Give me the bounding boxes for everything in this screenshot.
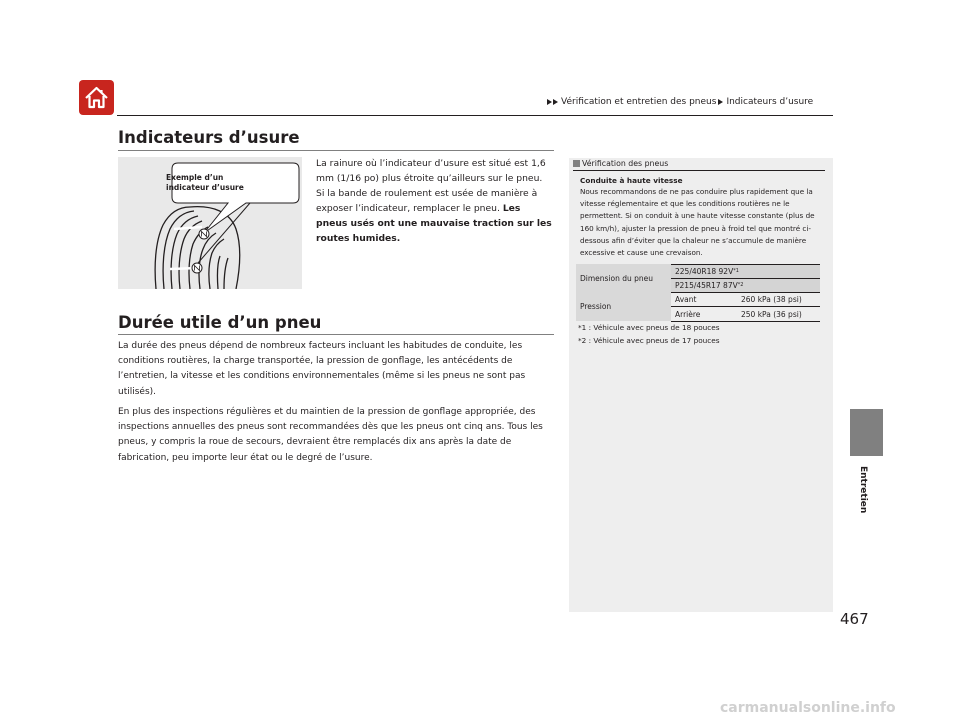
note-marker-icon xyxy=(573,160,580,167)
wear-warning-text: Les pneus usés ont une mauvaise traction sur les routes humides. xyxy=(316,203,552,244)
table-cell-dimension-17: P215/45R17 87V *2 xyxy=(671,278,820,292)
footnote-17-inch: *2 : Véhicule avec pneus de 17 pouces xyxy=(578,336,720,345)
footnote-18-inch: *1 : Véhicule avec pneus de 18 pouces xyxy=(578,323,720,332)
wear-indicator-paragraph: La rainure où l’indicateur d’usure est situé est 1,6 mm (1/16 po) plus étroite qu’ailleurs sur le pneu. Si la bande de roulement est usée de manière à exposer l’indicateur, remplacer le pneu. Les pneus usés ont une mauvaise traction sur les routes humides. xyxy=(316,158,552,244)
table-label-dimension: Dimension du pneu xyxy=(576,264,671,292)
home-button[interactable] xyxy=(79,80,114,115)
section-divider xyxy=(118,334,554,335)
table-rule xyxy=(671,264,820,265)
table-cell-front-value: 260 kPa (38 psi) xyxy=(741,294,802,304)
figure-caption: Exemple d’un indicateur d’usure xyxy=(166,173,244,192)
breadcrumb-item-tires[interactable]: Vérification et entretien des pneus xyxy=(561,97,717,107)
table-cell-rear-label: Arrière xyxy=(675,309,701,319)
tire-life-paragraph-1: La durée des pneus dépend de nombreux facteurs incluant les habitudes de conduite, les conditions routières, la charge transportée, la pression de gonflage, les antécédents de l’entretien, la vitesse et les conditions environnementales (même si les pneus ne sont pas utilisés). xyxy=(118,341,526,397)
breadcrumb-arrow-icon xyxy=(547,99,559,105)
table-rule xyxy=(671,306,820,307)
breadcrumb-item-wear-indicators[interactable]: Indicateurs d’usure xyxy=(726,97,814,107)
table-rule xyxy=(671,292,820,293)
page-number: 467 xyxy=(840,610,869,628)
side-note-title: Vérification des pneus xyxy=(573,159,668,168)
chapter-tab-marker[interactable] xyxy=(850,409,883,456)
side-note-divider xyxy=(573,170,825,171)
table-label-pressure: Pression xyxy=(576,292,671,321)
breadcrumb-arrow-icon xyxy=(718,99,724,105)
tire-life-paragraph-2: En plus des inspections régulières et du maintien de la pression de gonflage appropriée, des inspections annuelles des pneus sont recommandées dès que les pneus ont cinq ans. Tous les pneus, y compris la roue de secours, devraient être remplacés dix ans après la date de fabrication, peu importe leur état ou le degré de l’usure. xyxy=(118,407,543,463)
side-note-body: Nous recommandons de ne pas conduire plus rapidement que la vitesse réglementaire et que les conditions routières ne le permettent. Si on conduit à une haute vitesse constante (plus de 160 km/h), ajuster la pression de pneu à froid tel que montré ci-dessous afin d’éviter que la chaleur ne s’accumule de manière excessive et cause une crevaison. xyxy=(580,187,815,258)
home-icon xyxy=(83,84,110,111)
section-divider xyxy=(118,150,554,151)
section-title-wear-indicators: Indicateurs d’usure xyxy=(118,128,300,147)
table-cell-front-label: Avant xyxy=(675,294,697,304)
chapter-tab-label: Entretien xyxy=(858,466,868,514)
side-note-subtitle: Conduite à haute vitesse xyxy=(580,176,683,185)
table-cell-rear-value: 250 kPa (36 psi) xyxy=(741,309,802,319)
table-cell-dimension-18: 225/40R18 92V *1 xyxy=(671,264,820,278)
watermark: carmanualsonline.info xyxy=(720,700,896,716)
section-title-tire-life: Durée utile d’un pneu xyxy=(118,313,322,332)
breadcrumb xyxy=(545,97,813,107)
header-divider xyxy=(117,115,833,116)
table-rule xyxy=(671,321,820,322)
table-rule xyxy=(671,278,820,279)
